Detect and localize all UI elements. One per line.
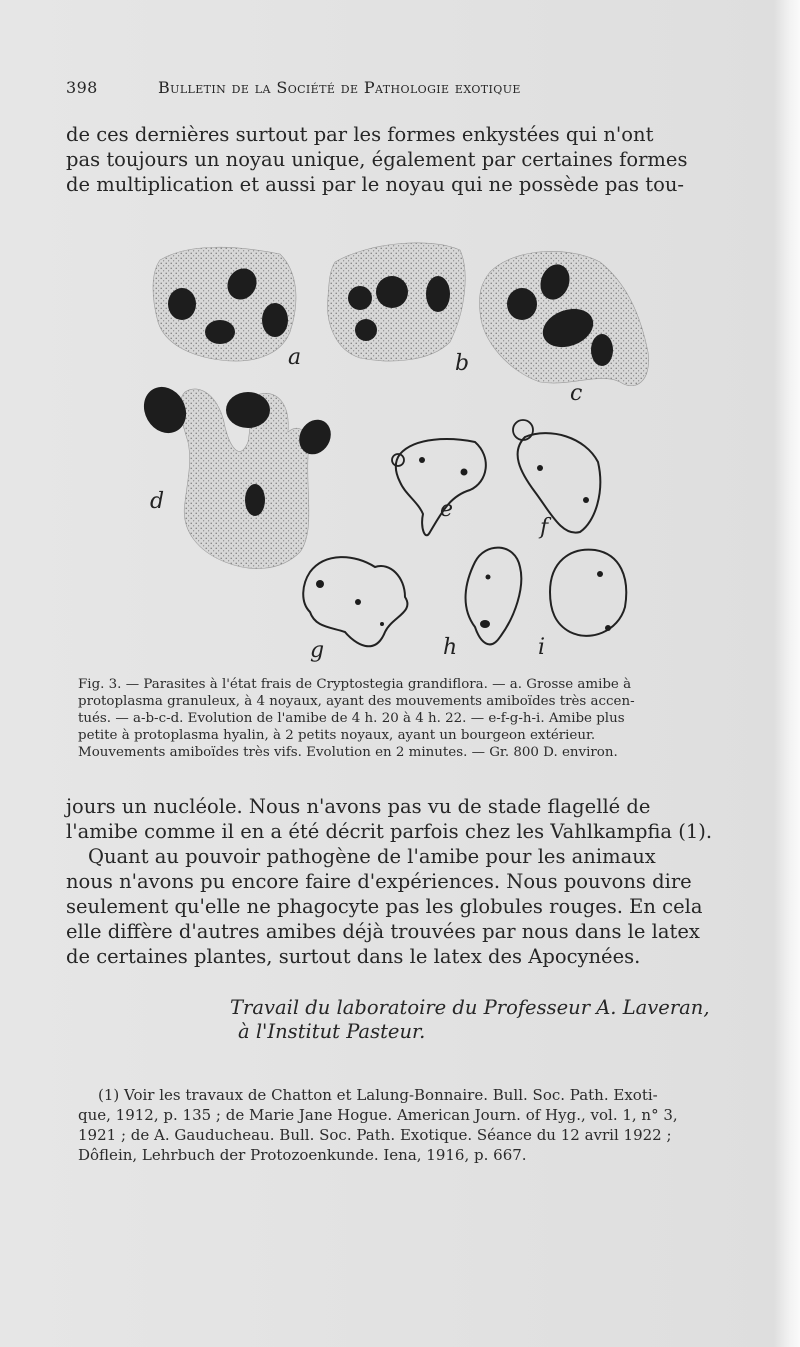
figure-label-f: f <box>540 515 549 540</box>
footnote <box>78 1085 718 1165</box>
figure-label-e: e <box>440 497 454 522</box>
running-title: Bulletin de la Société de Pathologie exotique <box>158 78 521 97</box>
text-line: jours un nucléole. Nous n'avons pas vu de stade flagellé de <box>66 795 651 818</box>
figure-label-d: d <box>150 489 165 514</box>
footnote-line: que, 1912, p. 135 ; de Marie Jane Hogue. American Journ. of Hyg., vol. 1, n° 3, <box>78 1106 678 1124</box>
text-line: de ces dernières surtout par les formes enkystées qui n'ont <box>66 123 654 146</box>
body-paragraph-bottom <box>66 794 716 969</box>
text-line: elle diffère d'autres amibes déjà trouvées par nous dans le latex <box>66 920 700 943</box>
figure-label-h: h <box>443 635 458 660</box>
text-line: de multiplication et aussi par le noyau qui ne possède pas tou- <box>66 173 684 196</box>
caption-line: protoplasma granuleux, à 4 noyaux, ayant des mouvements amiboïdes très accen- <box>78 694 635 709</box>
figure-label-b: b <box>455 351 470 376</box>
footnote-line: (1) Voir les travaux de Chatton et Lalung-Bonnaire. Bull. Soc. Path. Exoti- <box>98 1086 658 1104</box>
text-line: seulement qu'elle ne phagocyte pas les globules rouges. En cela <box>66 895 703 918</box>
credit-line: Travail du laboratoire du Professeur A. Laveran, <box>230 996 710 1019</box>
amoeba-figure <box>130 232 670 672</box>
lab-credit <box>230 996 730 1044</box>
amoeba-a <box>153 247 301 370</box>
caption-line: tués. — a-b-c-d. Evolution de l'amibe de 4 h. 20 à 4 h. 22. — e-f-g-h-i. Amibe plus <box>78 711 625 726</box>
caption-line: Mouvements amiboïdes très vifs. Evolution en 2 minutes. — Gr. 800 D. environ. <box>78 745 618 760</box>
amoeba-f <box>513 420 600 540</box>
amoeba-d <box>136 379 337 568</box>
credit-line: à l'Institut Pasteur. <box>238 1020 426 1043</box>
figure-label-g: g <box>310 638 325 663</box>
text-line: l'amibe comme il en a été décrit parfois chez les Vahlkampfia (1). <box>66 820 713 843</box>
amoeba-b <box>327 243 469 376</box>
figure-label-c: c <box>570 381 583 406</box>
amoeba-h <box>443 548 521 660</box>
text-line: pas toujours un noyau unique, également par certaines formes <box>66 148 688 171</box>
body-paragraph-top <box>66 122 716 197</box>
caption-line: Fig. 3. — Parasites à l'état frais de Cryptostegia grandiflora. — a. Grosse amibe à <box>78 677 632 692</box>
caption-line: petite à protoplasma hyalin, à 2 petits noyaux, ayant un bourgeon extérieur. <box>78 728 596 743</box>
amoeba-c <box>479 251 648 406</box>
text-line: nous n'avons pu encore faire d'expériences. Nous pouvons dire <box>66 870 692 893</box>
page-header <box>66 78 726 104</box>
text-line: de certaines plantes, surtout dans le latex des Apocynées. <box>66 945 641 968</box>
footnote-line: 1921 ; de A. Gauducheau. Bull. Soc. Path. Exotique. Séance du 12 avril 1922 ; <box>78 1126 672 1144</box>
figure-label-a: a <box>288 345 302 370</box>
amoeba-g <box>303 557 407 663</box>
figure-label-i: i <box>538 635 546 660</box>
amoeba-i <box>538 550 626 660</box>
amoeba-e <box>392 439 486 535</box>
text-line: Quant au pouvoir pathogène de l'amibe pour les animaux <box>88 845 656 868</box>
page-number: 398 <box>66 78 98 97</box>
footnote-line: Dôflein, Lehrbuch der Protozoenkunde. Iena, 1916, p. 667. <box>78 1146 527 1164</box>
figure-caption <box>78 676 718 761</box>
